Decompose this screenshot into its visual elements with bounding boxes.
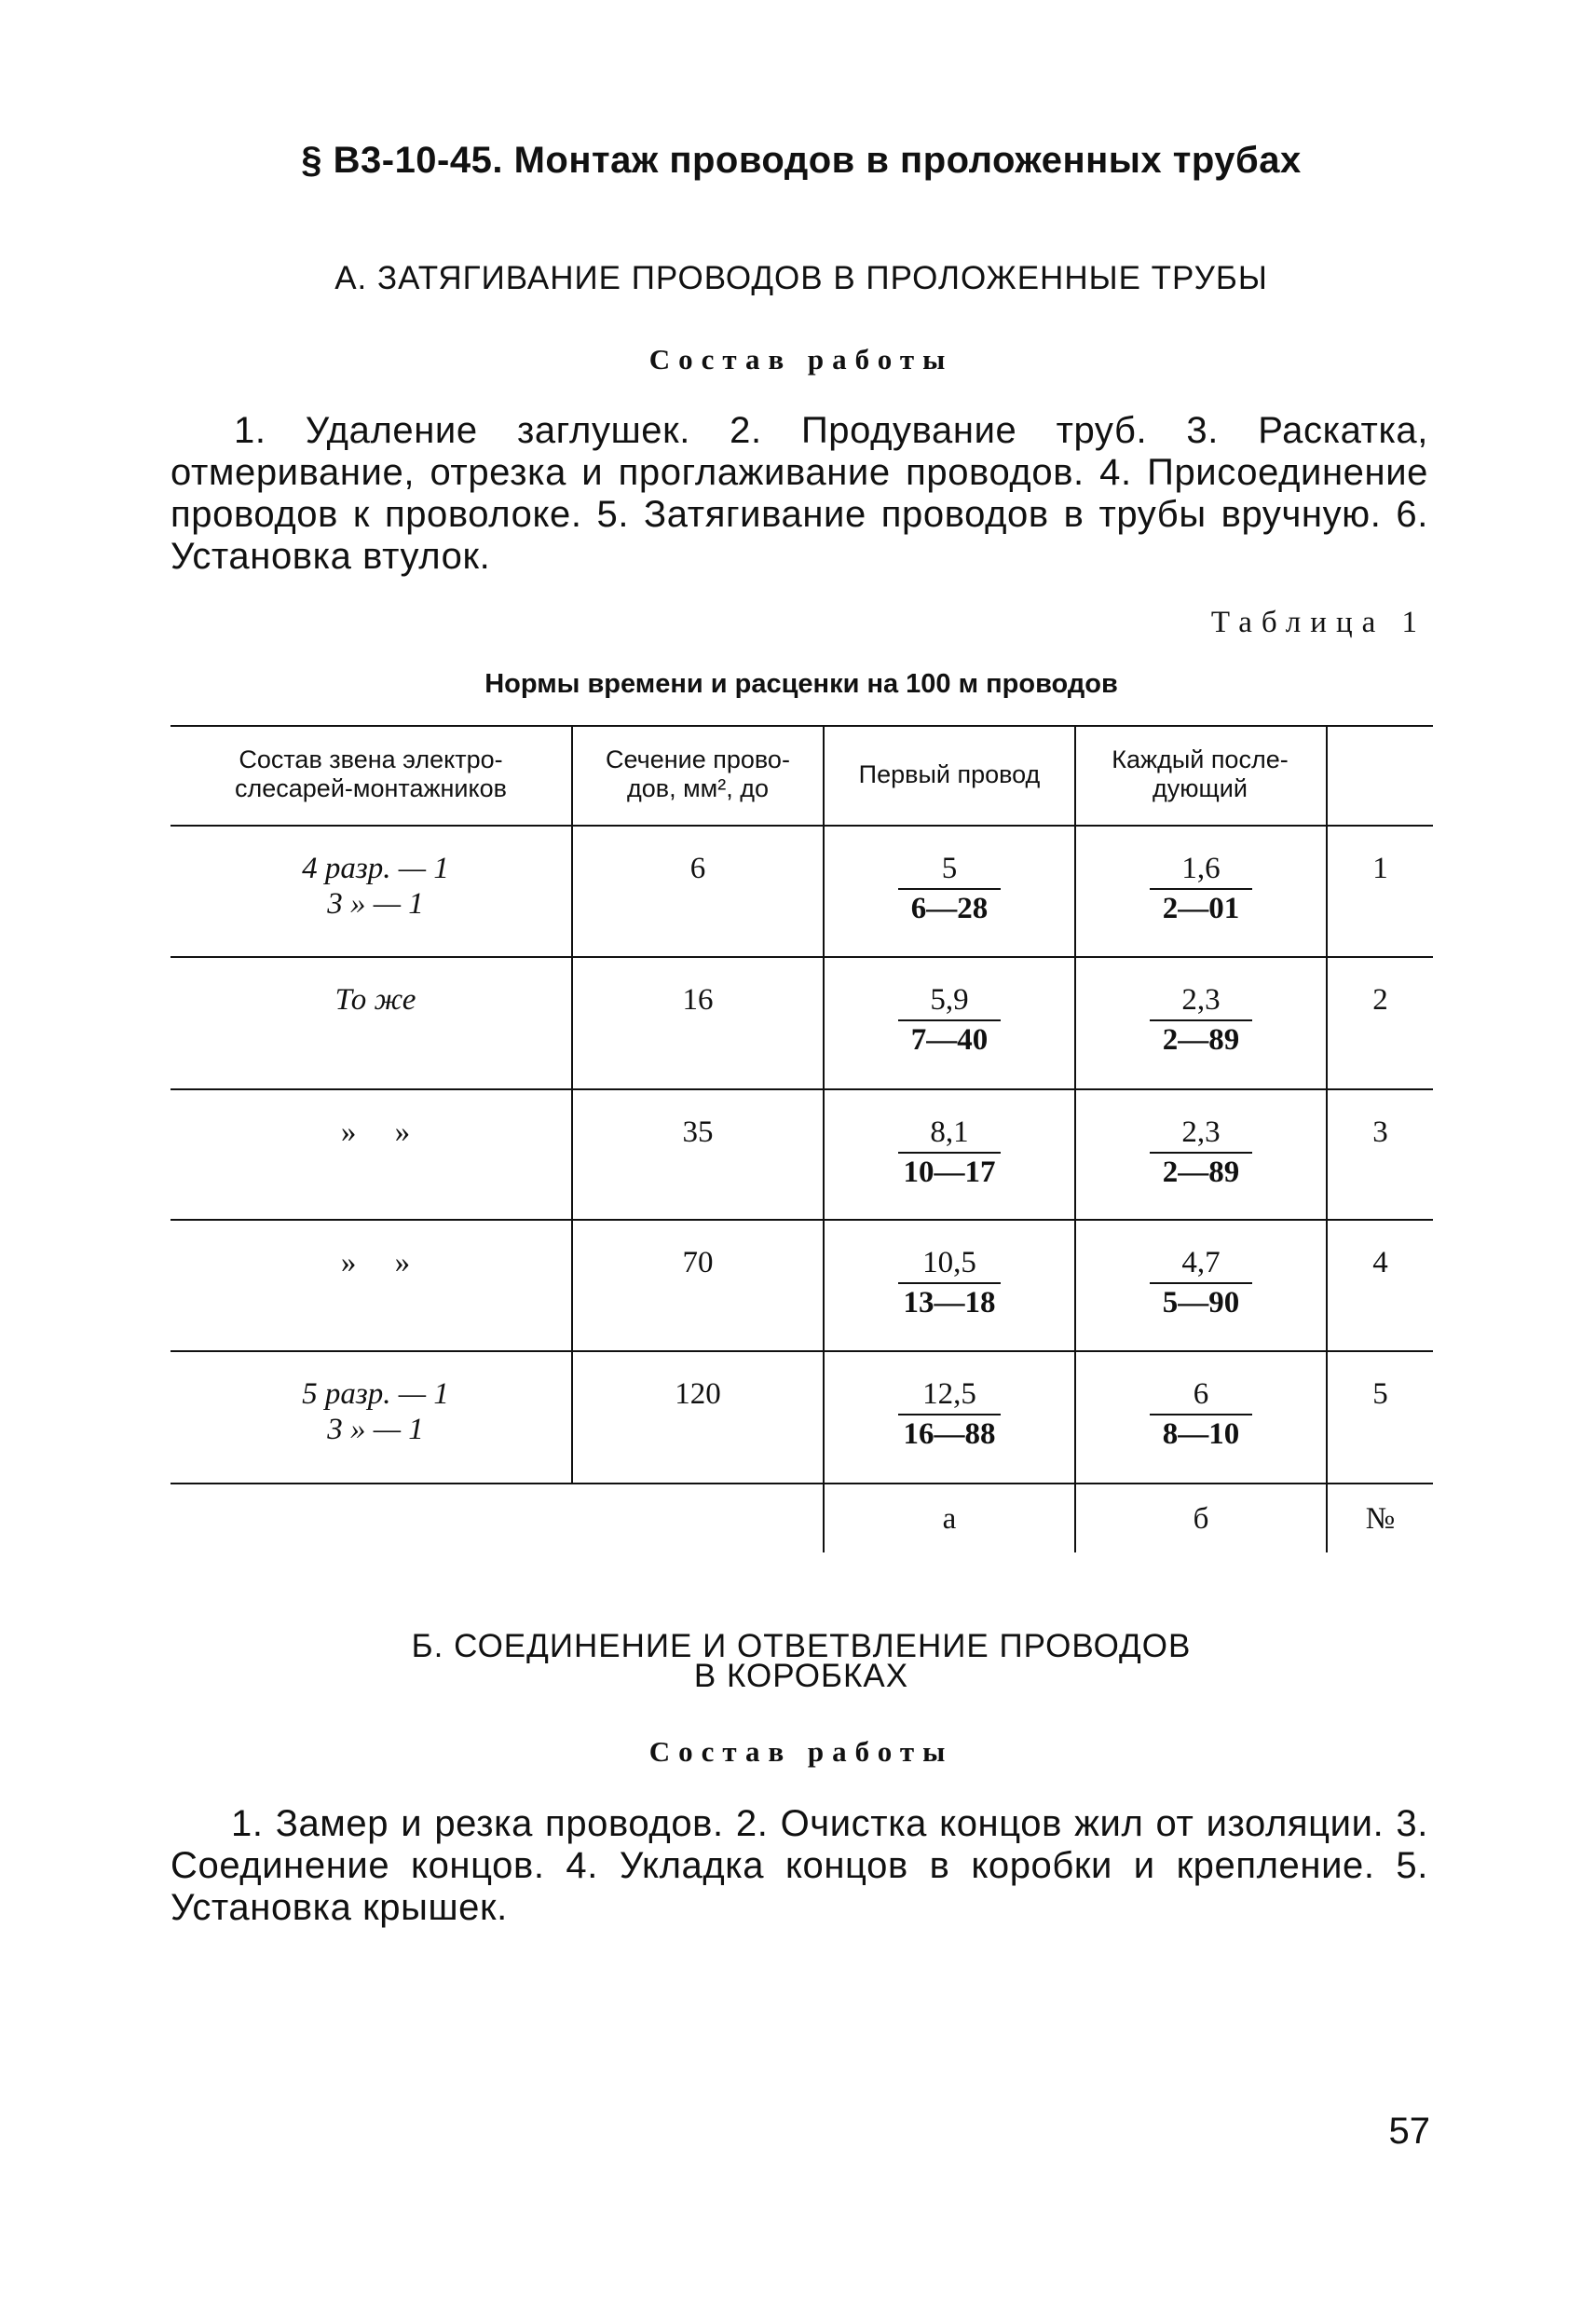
header-section: Сечение прово-дов, мм², до xyxy=(606,745,790,802)
table-rule xyxy=(171,1088,1433,1090)
table-rule xyxy=(171,825,1433,827)
header-first-wire: Первый провод xyxy=(858,760,1041,788)
rate-value: 2—89 xyxy=(1162,1023,1240,1057)
part-b-work-text: 1. Замер и резка проводов. 2. Очистка концов жил от изоляции. 3. Соединение концов. 4. Укладка концов в коробки и крепление. 5. Установка крышек. xyxy=(171,1803,1428,1928)
row-number: 3 xyxy=(1372,1115,1388,1149)
first-wire-cell xyxy=(825,982,1074,1059)
row-number: 5 xyxy=(1372,1377,1388,1411)
table-rule xyxy=(171,1483,1433,1484)
part-b-heading xyxy=(168,1626,1435,1697)
header-crew: Состав звена электро-слесарей-монтажников xyxy=(235,745,507,802)
crew-cell xyxy=(208,1376,543,1447)
each-next-cell xyxy=(1076,1114,1326,1191)
crew-cell: » » xyxy=(340,1115,411,1149)
crew-line: 3 » — 1 xyxy=(327,887,424,921)
first-wire-cell xyxy=(825,1376,1074,1453)
crew-cell: » » xyxy=(340,1246,411,1279)
table-number: Таблица 1 xyxy=(1210,606,1426,639)
section-cell: 70 xyxy=(682,1246,714,1279)
each-next-cell xyxy=(1076,851,1326,927)
rate-value: 5—90 xyxy=(1162,1286,1240,1320)
table-rule xyxy=(171,1350,1433,1352)
part-b-work-heading: Состав работы xyxy=(648,1735,954,1768)
norm-value: 8,1 xyxy=(930,1115,969,1149)
norm-value: 1,6 xyxy=(1181,852,1221,885)
norm-value: 12,5 xyxy=(922,1377,976,1411)
table-rule xyxy=(171,956,1433,958)
part-a-work-text: 1. Удаление заглушек. 2. Продувание труб. 3. Раскатка, отмеривание, отрезка и проглаживание проводов. 4. Присоединение проводов к проволоке. 5. Затягивание проводов в трубы вручную. 6. Установка втулок. xyxy=(171,410,1428,577)
part-b-heading-line: Б. СОЕДИНЕНИЕ И ОТВЕТВЛЕНИЕ ПРОВОДОВ xyxy=(411,1628,1192,1664)
rate-value: 6—28 xyxy=(910,892,989,925)
first-wire-cell xyxy=(825,1245,1074,1321)
table-rule xyxy=(171,1219,1433,1221)
column-label-no: № xyxy=(1365,1502,1396,1536)
rate-value: 13—18 xyxy=(903,1286,996,1320)
each-next-cell xyxy=(1076,1376,1326,1453)
page-number: 57 xyxy=(1388,2111,1430,2152)
rate-value: 8—10 xyxy=(1162,1417,1240,1451)
crew-cell xyxy=(208,851,543,922)
norm-value: 4,7 xyxy=(1181,1246,1221,1279)
section-cell: 6 xyxy=(689,852,706,885)
table-col-rule xyxy=(571,725,573,1483)
table-title: Нормы времени и расценки на 100 м проводов xyxy=(484,669,1118,699)
norm-value: 5 xyxy=(941,852,958,885)
section-cell: 16 xyxy=(682,983,714,1017)
row-number: 2 xyxy=(1372,983,1388,1017)
norms-table xyxy=(171,725,1433,1554)
rate-value: 10—17 xyxy=(903,1156,996,1189)
norm-value: 2,3 xyxy=(1181,983,1221,1017)
column-label-b: б xyxy=(1193,1502,1209,1536)
norm-value: 10,5 xyxy=(922,1246,976,1279)
each-next-cell xyxy=(1076,982,1326,1059)
rate-value: 2—89 xyxy=(1162,1156,1240,1189)
crew-line: То же xyxy=(334,983,416,1017)
crew-line: 5 разр. — 1 xyxy=(302,1377,449,1411)
norm-value: 2,3 xyxy=(1181,1115,1221,1149)
table-rule xyxy=(171,725,1433,727)
section-cell: 120 xyxy=(675,1377,721,1411)
norm-value: 5,9 xyxy=(930,983,969,1017)
section-title: § В3-10-45. Монтаж проводов в проложенных трубах xyxy=(301,140,1302,181)
part-a-work-heading: Состав работы xyxy=(648,343,954,376)
norm-value: 6 xyxy=(1193,1377,1209,1411)
crew-cell xyxy=(208,982,543,1018)
rate-value: 16—88 xyxy=(903,1417,996,1451)
rate-value: 2—01 xyxy=(1162,892,1240,925)
crew-line: 3 » — 1 xyxy=(327,1413,424,1446)
first-wire-cell xyxy=(825,851,1074,927)
row-number: 1 xyxy=(1372,852,1388,885)
each-next-cell xyxy=(1076,1245,1326,1321)
part-a-heading: А. ЗАТЯГИВАНИЕ ПРОВОДОВ В ПРОЛОЖЕННЫЕ ТРУБЫ xyxy=(334,260,1268,296)
rate-value: 7—40 xyxy=(910,1023,989,1057)
crew-line: 4 разр. — 1 xyxy=(302,852,449,885)
first-wire-cell xyxy=(825,1114,1074,1191)
column-label-a: а xyxy=(942,1502,957,1536)
part-b-heading-line: В КОРОБКАХ xyxy=(693,1658,909,1694)
header-each-next: Каждый после-дующий xyxy=(1112,745,1289,802)
section-cell: 35 xyxy=(682,1115,714,1149)
row-number: 4 xyxy=(1372,1246,1388,1279)
